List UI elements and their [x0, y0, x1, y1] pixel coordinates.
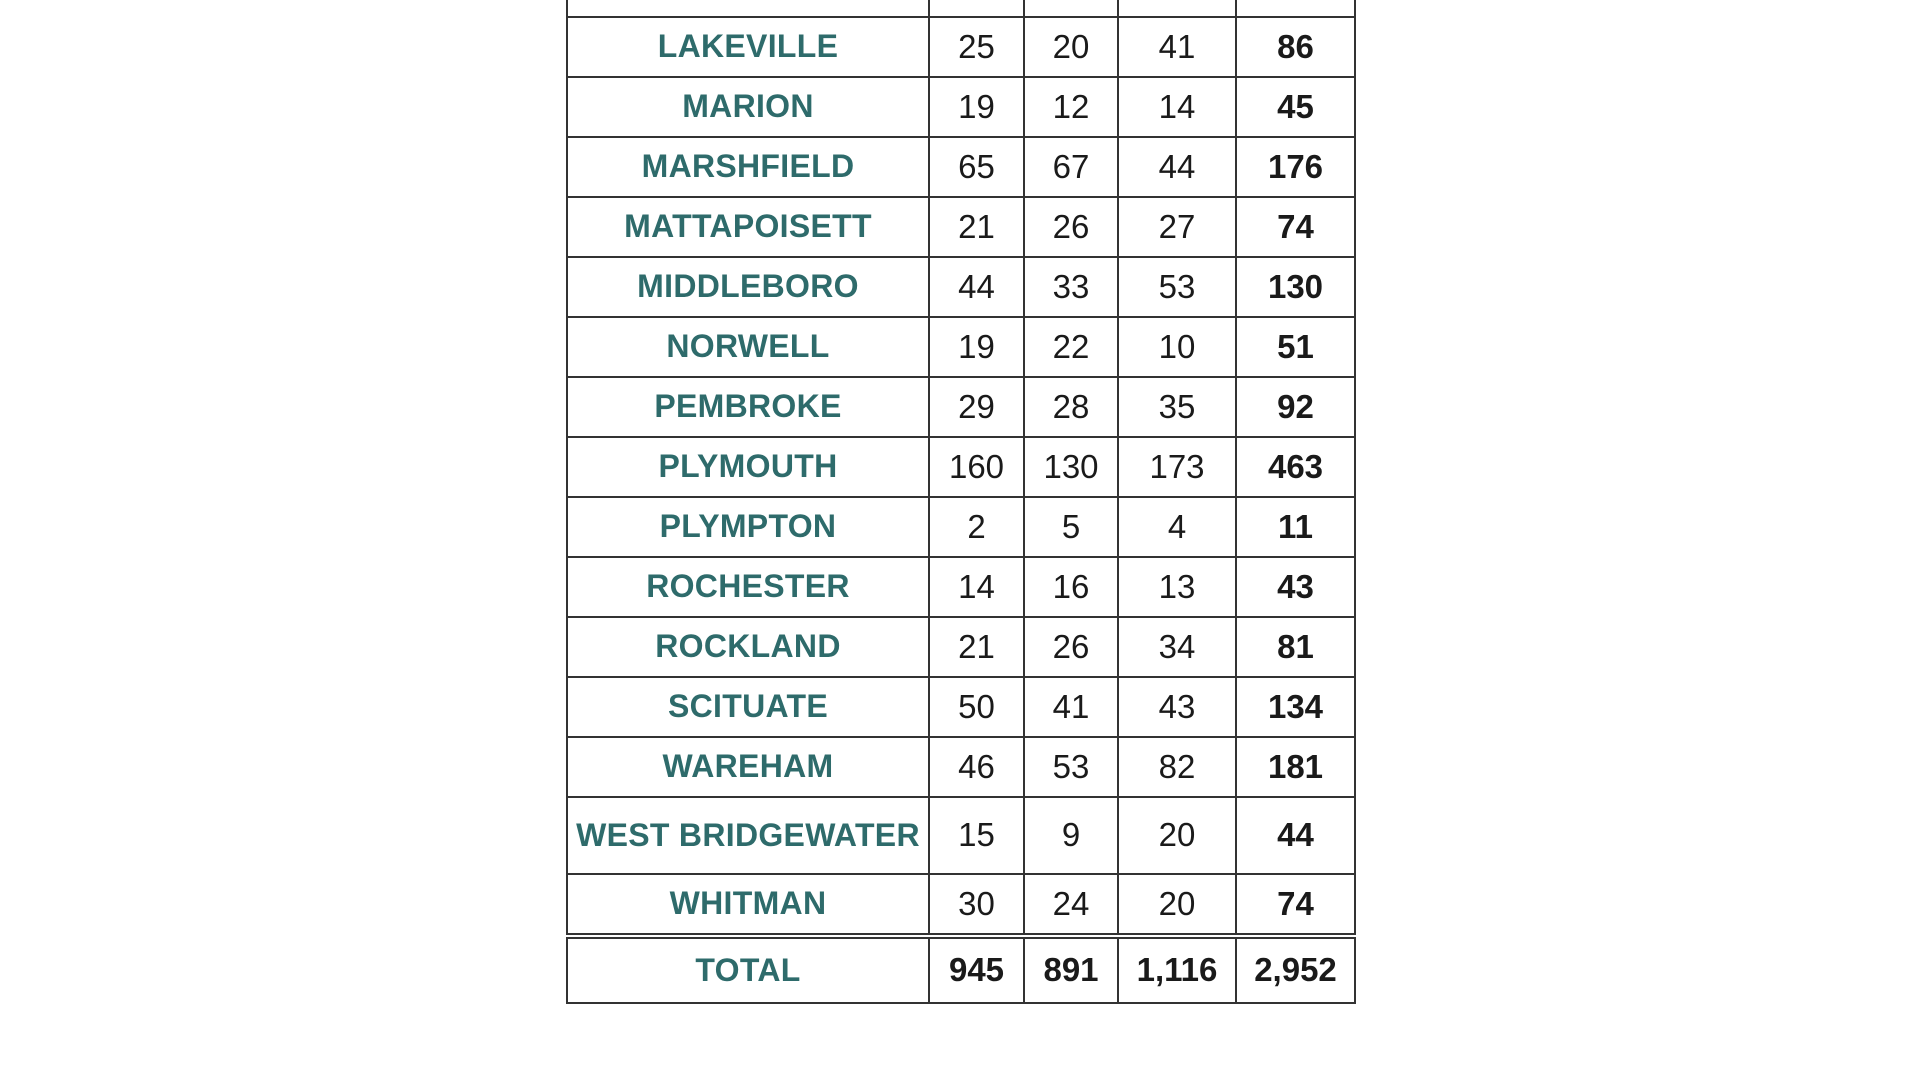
value-cell-3: 41 — [1118, 17, 1236, 77]
totals-grand-total: 2,952 — [1236, 936, 1355, 1003]
value-cell-2: 26 — [1024, 197, 1118, 257]
table-row-partial — [567, 0, 1355, 17]
value-cell-1: 19 — [929, 317, 1024, 377]
value-cell-2: 67 — [1024, 137, 1118, 197]
table-row — [567, 617, 1355, 677]
row-total-cell: 463 — [1236, 437, 1355, 497]
value-cell-1: 30 — [929, 874, 1024, 936]
totals-row — [567, 936, 1355, 1003]
value-cell-2: 28 — [1024, 377, 1118, 437]
town-name-cell: PEMBROKE — [567, 377, 929, 437]
totals-label: TOTAL — [567, 936, 929, 1003]
row-total-cell: 130 — [1236, 257, 1355, 317]
cell-empty — [567, 0, 929, 17]
value-cell-2: 130 — [1024, 437, 1118, 497]
row-total-cell: 86 — [1236, 17, 1355, 77]
value-cell-2: 26 — [1024, 617, 1118, 677]
row-total-cell: 44 — [1236, 797, 1355, 874]
table-row — [567, 874, 1355, 936]
value-cell-3: 173 — [1118, 437, 1236, 497]
value-cell-2: 20 — [1024, 17, 1118, 77]
town-name-cell: ROCKLAND — [567, 617, 929, 677]
cell-empty — [1236, 0, 1355, 17]
town-counts-table — [566, 0, 1356, 1004]
value-cell-3: 27 — [1118, 197, 1236, 257]
table-row — [567, 797, 1355, 874]
table-row — [567, 557, 1355, 617]
table-row — [567, 497, 1355, 557]
value-cell-1: 44 — [929, 257, 1024, 317]
value-cell-3: 10 — [1118, 317, 1236, 377]
cell-empty — [1024, 0, 1118, 17]
town-name-cell: WHITMAN — [567, 874, 929, 936]
value-cell-1: 25 — [929, 17, 1024, 77]
value-cell-3: 14 — [1118, 77, 1236, 137]
row-total-cell: 74 — [1236, 197, 1355, 257]
value-cell-2: 22 — [1024, 317, 1118, 377]
row-total-cell: 134 — [1236, 677, 1355, 737]
totals-col-2: 891 — [1024, 936, 1118, 1003]
value-cell-3: 35 — [1118, 377, 1236, 437]
row-total-cell: 51 — [1236, 317, 1355, 377]
row-total-cell: 176 — [1236, 137, 1355, 197]
value-cell-2: 12 — [1024, 77, 1118, 137]
totals-col-3: 1,116 — [1118, 936, 1236, 1003]
value-cell-3: 43 — [1118, 677, 1236, 737]
town-name-cell: SCITUATE — [567, 677, 929, 737]
table-row — [567, 737, 1355, 797]
value-cell-3: 82 — [1118, 737, 1236, 797]
value-cell-1: 50 — [929, 677, 1024, 737]
table-row — [567, 137, 1355, 197]
value-cell-3: 13 — [1118, 557, 1236, 617]
row-total-cell: 92 — [1236, 377, 1355, 437]
value-cell-1: 29 — [929, 377, 1024, 437]
table-row — [567, 677, 1355, 737]
data-table-container — [566, 0, 1354, 1004]
value-cell-3: 4 — [1118, 497, 1236, 557]
row-total-cell: 11 — [1236, 497, 1355, 557]
row-total-cell: 74 — [1236, 874, 1355, 936]
town-name-cell: MIDDLEBORO — [567, 257, 929, 317]
table-row — [567, 317, 1355, 377]
table-row — [567, 17, 1355, 77]
value-cell-2: 9 — [1024, 797, 1118, 874]
value-cell-1: 19 — [929, 77, 1024, 137]
town-name-cell: NORWELL — [567, 317, 929, 377]
value-cell-1: 21 — [929, 617, 1024, 677]
value-cell-1: 2 — [929, 497, 1024, 557]
value-cell-3: 34 — [1118, 617, 1236, 677]
value-cell-1: 65 — [929, 137, 1024, 197]
row-total-cell: 45 — [1236, 77, 1355, 137]
table-body — [567, 0, 1355, 936]
value-cell-2: 24 — [1024, 874, 1118, 936]
town-name-cell: LAKEVILLE — [567, 17, 929, 77]
value-cell-1: 14 — [929, 557, 1024, 617]
table-row — [567, 197, 1355, 257]
value-cell-1: 21 — [929, 197, 1024, 257]
value-cell-2: 41 — [1024, 677, 1118, 737]
value-cell-3: 20 — [1118, 797, 1236, 874]
value-cell-1: 15 — [929, 797, 1024, 874]
totals-col-1: 945 — [929, 936, 1024, 1003]
value-cell-2: 5 — [1024, 497, 1118, 557]
town-name-cell: MARSHFIELD — [567, 137, 929, 197]
value-cell-3: 20 — [1118, 874, 1236, 936]
value-cell-3: 53 — [1118, 257, 1236, 317]
value-cell-2: 53 — [1024, 737, 1118, 797]
value-cell-3: 44 — [1118, 137, 1236, 197]
town-name-cell: MATTAPOISETT — [567, 197, 929, 257]
value-cell-1: 46 — [929, 737, 1024, 797]
cell-empty — [1118, 0, 1236, 17]
value-cell-2: 16 — [1024, 557, 1118, 617]
town-name-cell: WEST BRIDGEWATER — [567, 797, 929, 874]
town-name-cell: PLYMOUTH — [567, 437, 929, 497]
town-name-cell: MARION — [567, 77, 929, 137]
town-name-cell: PLYMPTON — [567, 497, 929, 557]
row-total-cell: 181 — [1236, 737, 1355, 797]
table-row — [567, 377, 1355, 437]
town-name-cell: ROCHESTER — [567, 557, 929, 617]
row-total-cell: 81 — [1236, 617, 1355, 677]
cell-empty — [929, 0, 1024, 17]
value-cell-1: 160 — [929, 437, 1024, 497]
table-row — [567, 437, 1355, 497]
value-cell-2: 33 — [1024, 257, 1118, 317]
table-row — [567, 77, 1355, 137]
table-row — [567, 257, 1355, 317]
town-name-cell: WAREHAM — [567, 737, 929, 797]
row-total-cell: 43 — [1236, 557, 1355, 617]
